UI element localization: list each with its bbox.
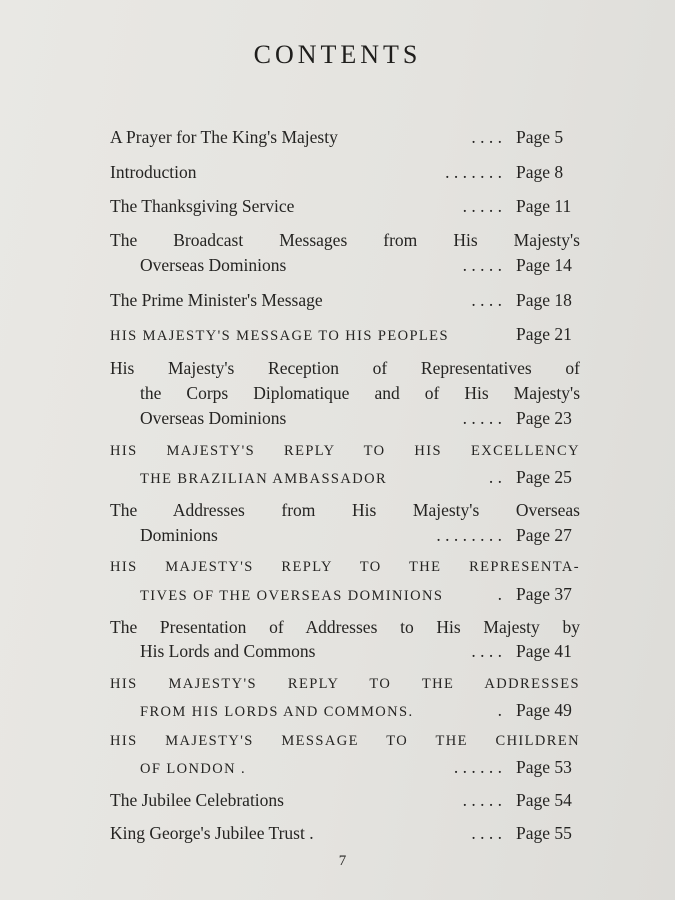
leader-dots: . . . . bbox=[471, 641, 502, 661]
toc-page-ref: Page 25 bbox=[516, 467, 572, 487]
toc-entry-brazilian-line1 bbox=[110, 443, 580, 460]
toc-entry-title: The Prime Minister's Message bbox=[110, 290, 323, 310]
toc-entry-reception-line1 bbox=[110, 358, 580, 379]
toc-entry-broadcast-line1 bbox=[110, 230, 580, 251]
leader-dots: . . . . bbox=[471, 127, 502, 147]
page-number: 7 bbox=[338, 853, 347, 869]
toc-entry-introduction bbox=[110, 162, 580, 183]
toc-entry-title-cont: Dominions bbox=[140, 525, 218, 545]
leader-dots: . . . . . . . . bbox=[436, 525, 502, 545]
toc-entry-title-cont: FROM HIS LORDS AND COMMONS. bbox=[140, 704, 414, 720]
toc-entry-title: The Presentation of Addresses to His Majesty by bbox=[110, 617, 580, 637]
toc-entry-lords-reply-line2 bbox=[140, 700, 580, 721]
toc-entry-broadcast-line2 bbox=[140, 255, 580, 276]
toc-entry-title-cont: Overseas Dominions bbox=[140, 408, 287, 428]
toc-page-ref: Page 55 bbox=[516, 823, 572, 843]
toc-page-ref: Page 54 bbox=[516, 790, 572, 810]
toc-entry-prime-minister bbox=[110, 290, 580, 311]
toc-entry-brazilian-line2 bbox=[140, 467, 580, 488]
toc-entry-title-cont: TIVES OF THE OVERSEAS DOMINIONS bbox=[140, 588, 444, 604]
toc-entry-reception-line2 bbox=[140, 383, 580, 404]
toc-entry-dominions-reply-line2 bbox=[140, 584, 580, 605]
toc-entry-title: The Broadcast Messages from His Majesty's bbox=[110, 230, 580, 250]
leader-dots: . . bbox=[488, 467, 502, 487]
toc-entry-jubilee-celebrations bbox=[110, 790, 580, 811]
toc-page-ref: Page 5 bbox=[516, 127, 564, 147]
toc-entry-title-cont: the Corps Diplomatique and of His Majesty's bbox=[140, 383, 580, 403]
toc-entry-presentation-line1 bbox=[110, 617, 580, 638]
toc-page-ref: Page 27 bbox=[516, 525, 572, 545]
leader-dots: . . . . . bbox=[462, 196, 502, 216]
toc-entry-title: King George's Jubilee Trust . bbox=[110, 823, 314, 843]
leader-dots: . bbox=[497, 584, 502, 604]
leader-dots: . . . . . bbox=[462, 408, 502, 428]
toc-page-ref: Page 37 bbox=[516, 584, 572, 604]
toc-entry-children-line2 bbox=[140, 757, 580, 778]
toc-entry-reception-line3 bbox=[140, 408, 580, 429]
toc-entry-addresses-line1 bbox=[110, 500, 580, 521]
leader-dots: . . . . . bbox=[462, 790, 502, 810]
leader-dots: . bbox=[497, 700, 502, 720]
toc-entry-title-cont: Overseas Dominions bbox=[140, 255, 287, 275]
toc-page-ref: Page 21 bbox=[516, 324, 572, 344]
toc-entry-title-cont: THE BRAZILIAN AMBASSADOR bbox=[140, 471, 388, 487]
toc-page-ref: Page 18 bbox=[516, 290, 572, 310]
toc-page-ref: Page 41 bbox=[516, 641, 572, 661]
toc-entry-title: His Majesty's Reception of Representatives of bbox=[110, 358, 580, 378]
leader-dots: . . . . . . . bbox=[445, 162, 502, 182]
toc-page-ref: Page 14 bbox=[516, 255, 572, 275]
toc-entry-addresses-line2 bbox=[140, 525, 580, 546]
toc-entry-title: HIS MAJESTY'S REPLY TO THE REPRESENTA- bbox=[110, 559, 580, 575]
toc-entry-prayer bbox=[110, 127, 580, 148]
toc-page-ref: Page 49 bbox=[516, 700, 572, 720]
toc-entry-lords-reply-line1 bbox=[110, 676, 580, 693]
toc-entry-title: HIS MAJESTY'S REPLY TO THE ADDRESSES bbox=[110, 676, 580, 692]
toc-entry-thanksgiving bbox=[110, 196, 580, 217]
toc-page-ref: Page 23 bbox=[516, 408, 572, 428]
toc-entry-title: Introduction bbox=[110, 162, 197, 182]
toc-entry-title: HIS MAJESTY'S MESSAGE TO THE CHILDREN bbox=[110, 733, 580, 749]
toc-entry-title: A Prayer for The King's Majesty bbox=[110, 127, 338, 147]
toc-entry-title: HIS MAJESTY'S MESSAGE TO HIS PEOPLES bbox=[110, 328, 449, 344]
toc-entry-title: The Thanksgiving Service bbox=[110, 196, 295, 216]
toc-entry-title: The Addresses from His Majesty's Overseas bbox=[110, 500, 580, 520]
leader-dots: . . . . . bbox=[462, 255, 502, 275]
toc-page-ref: Page 11 bbox=[516, 196, 572, 216]
toc-page-ref: Page 53 bbox=[516, 757, 572, 777]
toc-entry-title-cont: OF LONDON . bbox=[140, 761, 247, 777]
leader-dots: . . . . bbox=[471, 823, 502, 843]
leader-dots: . . . . bbox=[471, 290, 502, 310]
page-title: CONTENTS bbox=[253, 40, 422, 69]
toc-entry-children-line1 bbox=[110, 733, 580, 750]
toc-entry-title: The Jubilee Celebrations bbox=[110, 790, 284, 810]
toc-entry-title: HIS MAJESTY'S REPLY TO HIS EXCELLENCY bbox=[110, 443, 580, 459]
toc-entry-dominions-reply-line1 bbox=[110, 559, 580, 576]
toc-entry-jubilee-trust bbox=[110, 823, 580, 844]
toc-entry-message-to-peoples bbox=[110, 324, 580, 345]
toc-page-ref: Page 8 bbox=[516, 162, 564, 182]
leader-dots: . . . . . . bbox=[453, 757, 502, 777]
toc-entry-title-cont: His Lords and Commons bbox=[140, 641, 316, 661]
toc-entry-presentation-line2 bbox=[140, 641, 580, 662]
